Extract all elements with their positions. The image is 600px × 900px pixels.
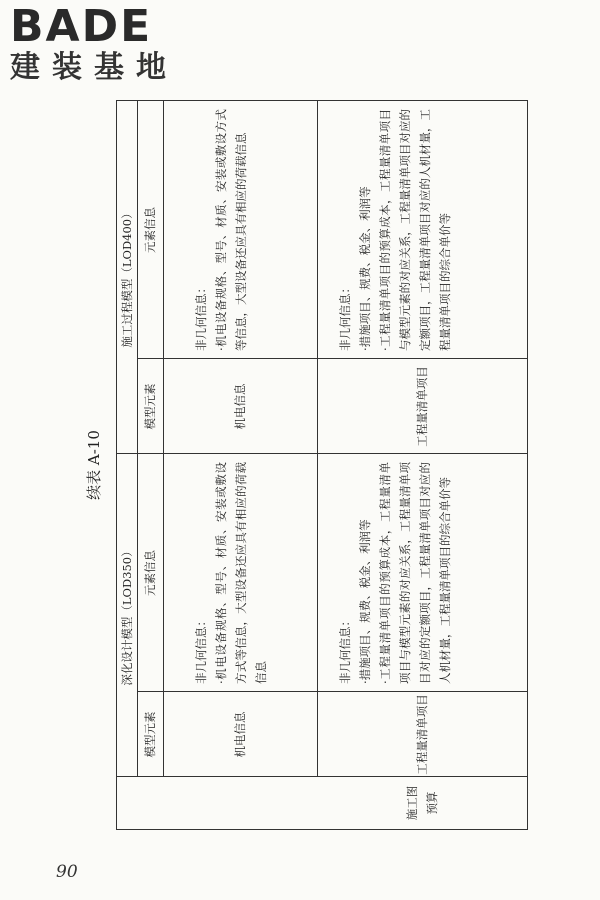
stage-label: 施工图预算 [405, 785, 439, 821]
table-caption: 续表 A-10 [85, 430, 103, 500]
info-line: 非几何信息： [194, 282, 208, 351]
info-line: 非几何信息： [338, 615, 352, 684]
info-line: ·机电设备规格、型号、材质、安装或敷设方式等信息，大型设备还应具有相应的荷载信息 [214, 462, 268, 684]
row2-lod400-element: 工程量清单项目 [415, 366, 429, 447]
subheader-element-info: 元素信息 [143, 550, 157, 596]
logo-brand: BADE [10, 1, 153, 52]
bade-logo [10, 1, 180, 96]
rotated-table-page [80, 100, 540, 830]
info-line: 非几何信息： [338, 282, 352, 351]
row1-lod350-info [187, 454, 317, 692]
subheader-model-element: 模型元素 [143, 711, 157, 758]
info-line: ·措施项目、规费、税金、利润等 [358, 519, 372, 684]
row1-lod400-element: 机电信息 [233, 383, 247, 430]
info-line: ·措施项目、规费、税金、利润等 [358, 186, 372, 351]
subheader-element-info: 元素信息 [143, 207, 157, 253]
info-line: ·机电设备规格、型号、材质、安装或敷设方式等信息，大型设备还应具有相应的荷载信息 [214, 109, 248, 351]
page-number: 90 [56, 862, 78, 882]
subheader-model-element: 模型元素 [143, 383, 157, 430]
data-table [116, 100, 528, 830]
row2-lod400-info [331, 101, 527, 359]
row2-lod350-element: 工程量清单项目 [415, 694, 429, 775]
header-lod350: 深化设计模型（LOD350） [120, 545, 134, 686]
row2-lod350-info [331, 454, 527, 692]
info-line: ·工程量清单项目的预算成本，工程量清单项目与模型元素的对应关系，工程量清单项目对应的定额项目，工程量清单项目对应的人机材量，工程量清单项目的综合单价等 [378, 109, 452, 351]
row1-lod350-element: 机电信息 [233, 711, 247, 758]
logo-subtitle: 建装基地 [10, 50, 178, 85]
row1-lod400-info [187, 101, 317, 359]
info-line: ·工程量清单项目的预算成本，工程量清单项目与模型元素的对应关系，工程量清单项目对应的定额项目，工程量清单项目对应的人机材量，工程量清单项目的综合单价等 [378, 462, 452, 684]
header-lod400: 施工过程模型（LOD400） [120, 207, 134, 348]
info-line: 非几何信息： [194, 615, 208, 684]
